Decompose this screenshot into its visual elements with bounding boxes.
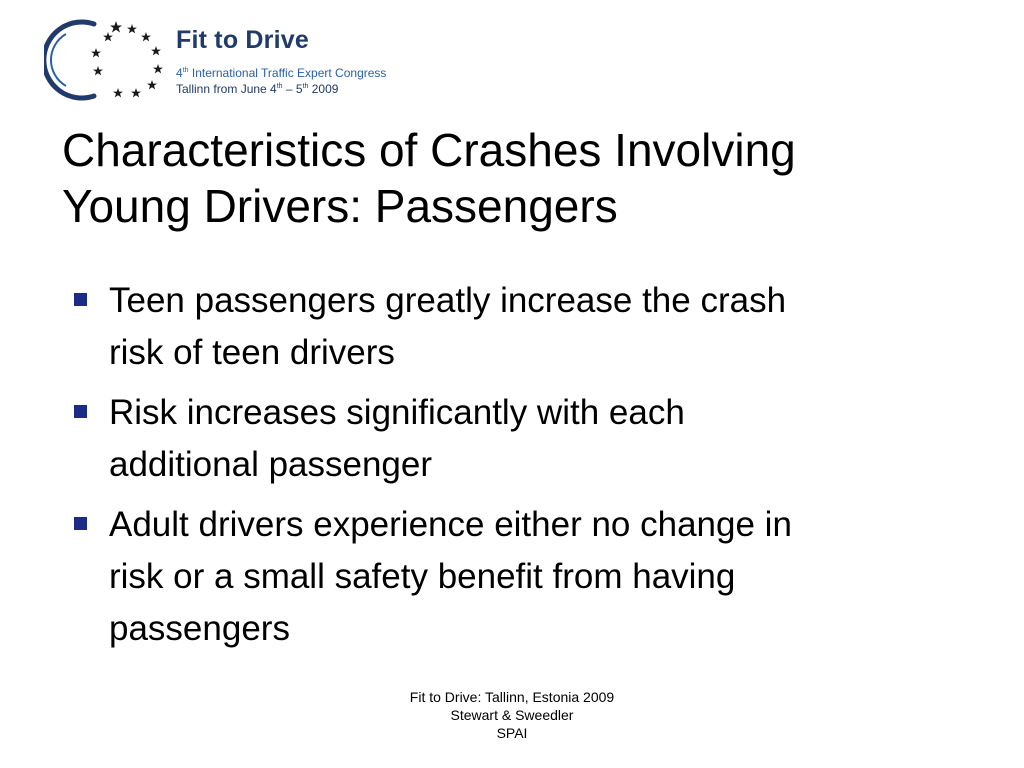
slide-footer <box>352 688 672 742</box>
logo-dates: Tallinn from June 4th – 5th 2009 <box>176 82 339 96</box>
slide-title-line: Characteristics of Crashes Involving <box>62 124 796 176</box>
conference-logo <box>44 18 424 102</box>
bullet-text-line: Teen passengers greatly increase the crash <box>109 281 787 320</box>
eu-stars-circle-icon <box>44 18 168 102</box>
bullet-item <box>72 275 972 379</box>
logo-subtitle: 4th International Traffic Expert Congress <box>176 66 387 80</box>
square-bullet-icon <box>74 517 87 530</box>
bullet-text-line: risk or a small safety benefit from having <box>109 557 736 596</box>
bullet-text-line: Risk increases significantly with each <box>109 393 685 432</box>
bullet-item <box>72 387 972 491</box>
bullet-text-line: passengers <box>109 609 290 648</box>
bullet-text-line: additional passenger <box>109 445 433 484</box>
slide-title-line: Young Drivers: Passengers <box>62 180 618 232</box>
square-bullet-icon <box>74 405 87 418</box>
bullet-list <box>72 275 972 663</box>
slide-title <box>62 122 962 234</box>
square-bullet-icon <box>74 293 87 306</box>
bullet-item <box>72 499 972 655</box>
footer-line: Fit to Drive: Tallinn, Estonia 2009 <box>409 689 615 705</box>
bullet-text-line: Adult drivers experience either no change in <box>109 505 792 544</box>
footer-line: Stewart & Sweedler <box>450 707 574 723</box>
footer-line: SPAI <box>496 725 528 741</box>
bullet-text-line: risk of teen drivers <box>109 333 395 372</box>
logo-title: Fit to Drive <box>176 26 309 54</box>
